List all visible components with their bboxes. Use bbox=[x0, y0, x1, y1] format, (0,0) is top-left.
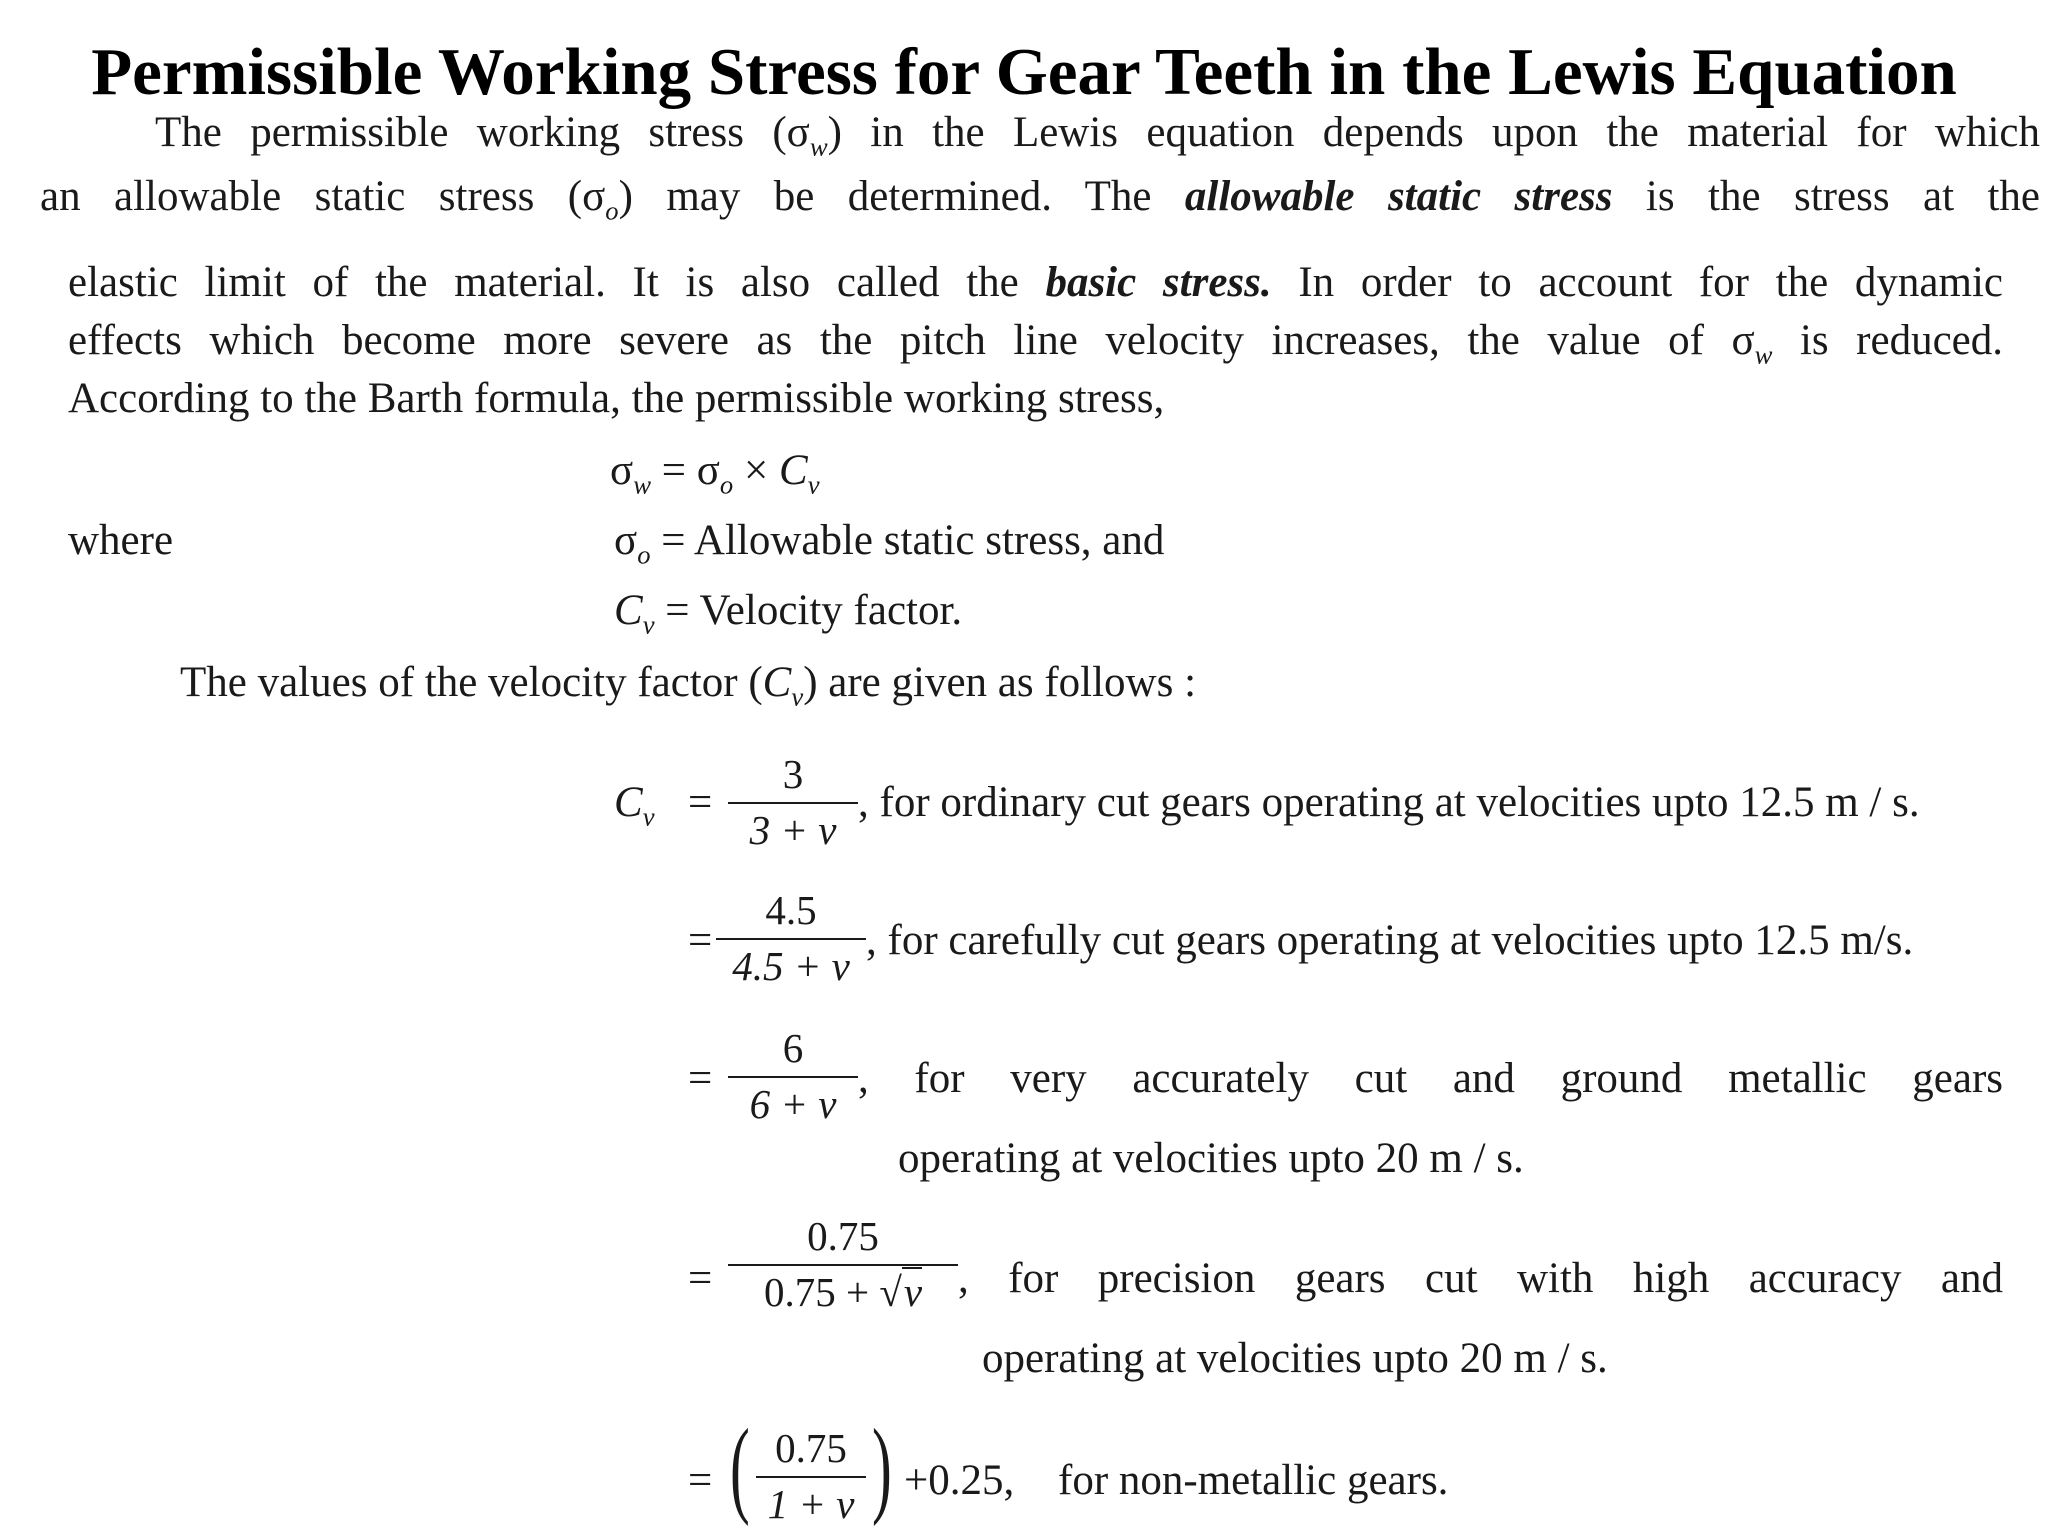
paragraph-line-1: The permissible working stress $(\sigma_w)$ in the Lewis equation depends upon the material for which bbox=[155, 109, 2041, 162]
formula-4-denominator: 0.75 + √v bbox=[763, 1269, 923, 1315]
formula-3-text-1: , for very accurately cut and ground metallic gears bbox=[858, 1055, 2003, 1102]
formula-3-fraction bbox=[728, 1024, 858, 1128]
formula-4-text-1: , for precision gears cut with high accuracy and bbox=[958, 1255, 2003, 1302]
formula-3-equals: = bbox=[688, 1055, 713, 1102]
formula-1-lhs: $C_v$ bbox=[614, 779, 655, 832]
sqrt-sign: √ bbox=[879, 1269, 902, 1315]
definition-cv: $C_v$ = Velocity factor. bbox=[614, 587, 963, 640]
formula-2-text: , for carefully cut gears operating at velocities upto 12.5 m/s. bbox=[866, 917, 1914, 964]
paragraph-line-2: an allowable static stress $(\sigma_o)$ may be determined. The allowable static stress is the stress at the bbox=[40, 173, 2040, 226]
formula-3-denominator: 6 + v bbox=[749, 1081, 837, 1127]
formula-1-text: , for ordinary cut gears operating at velocities upto 12.5 m / s. bbox=[858, 779, 1920, 826]
formula-1-numerator: 3 bbox=[728, 750, 858, 804]
velocity-factor-intro: The values of the velocity factor $(C_v)$ are given as follows : bbox=[180, 659, 1197, 712]
formula-5-numerator: 0.75 bbox=[756, 1424, 866, 1478]
formula-3-numerator: 6 bbox=[728, 1024, 858, 1078]
paragraph-line-4: effects which become more severe as the pitch line velocity increases, the value of $\sigma_w$ is reduced. bbox=[68, 317, 2003, 370]
formula-2-denominator: 4.5 + v bbox=[732, 943, 850, 989]
formula-1-fraction bbox=[728, 750, 858, 854]
formula-5-left-paren: ( bbox=[730, 1408, 750, 1527]
term-allowable-static-stress: allowable static stress bbox=[1184, 173, 1613, 220]
formula-2-fraction bbox=[716, 886, 866, 990]
formula-1-equals: = bbox=[688, 779, 713, 826]
formula-4-fraction bbox=[728, 1212, 958, 1316]
formula-3-text-2: operating at velocities upto 20 m / s. bbox=[898, 1135, 1524, 1182]
formula-5-denominator: 1 + v bbox=[767, 1481, 855, 1527]
formula-5-plus: +0.25, bbox=[904, 1457, 1015, 1504]
term-basic-stress: basic stress. bbox=[1045, 259, 1272, 306]
barth-formula: $\sigma_w = \sigma_o \times C_v$ bbox=[610, 447, 820, 500]
where-label: where bbox=[68, 517, 174, 564]
formula-4-numerator: 0.75 bbox=[728, 1212, 958, 1266]
formula-4-equals: = bbox=[688, 1255, 713, 1302]
formula-5-fraction bbox=[756, 1424, 866, 1528]
paragraph-line-5: According to the Barth formula, the permissible working stress, bbox=[68, 375, 1165, 422]
formula-2-numerator: 4.5 bbox=[716, 886, 866, 940]
paragraph-line-3: elastic limit of the material. It is also called the basic stress. In order to account for the dynamic bbox=[68, 259, 2003, 306]
formula-4-text-2: operating at velocities upto 20 m / s. bbox=[982, 1335, 1608, 1382]
formula-5-equals: = bbox=[688, 1457, 713, 1504]
definition-sigma-o: $\sigma_o$ = Allowable static stress, and bbox=[614, 517, 1165, 570]
formula-4-root: v bbox=[903, 1269, 923, 1315]
formula-1-denominator: 3 + v bbox=[749, 807, 837, 853]
formula-5-right-paren: ) bbox=[872, 1408, 892, 1527]
formula-5-text: for non-metallic gears. bbox=[1058, 1457, 1449, 1504]
page-title: Permissible Working Stress for Gear Teeth in the Lewis Equation bbox=[91, 35, 1957, 109]
formula-2-equals: = bbox=[688, 917, 713, 964]
